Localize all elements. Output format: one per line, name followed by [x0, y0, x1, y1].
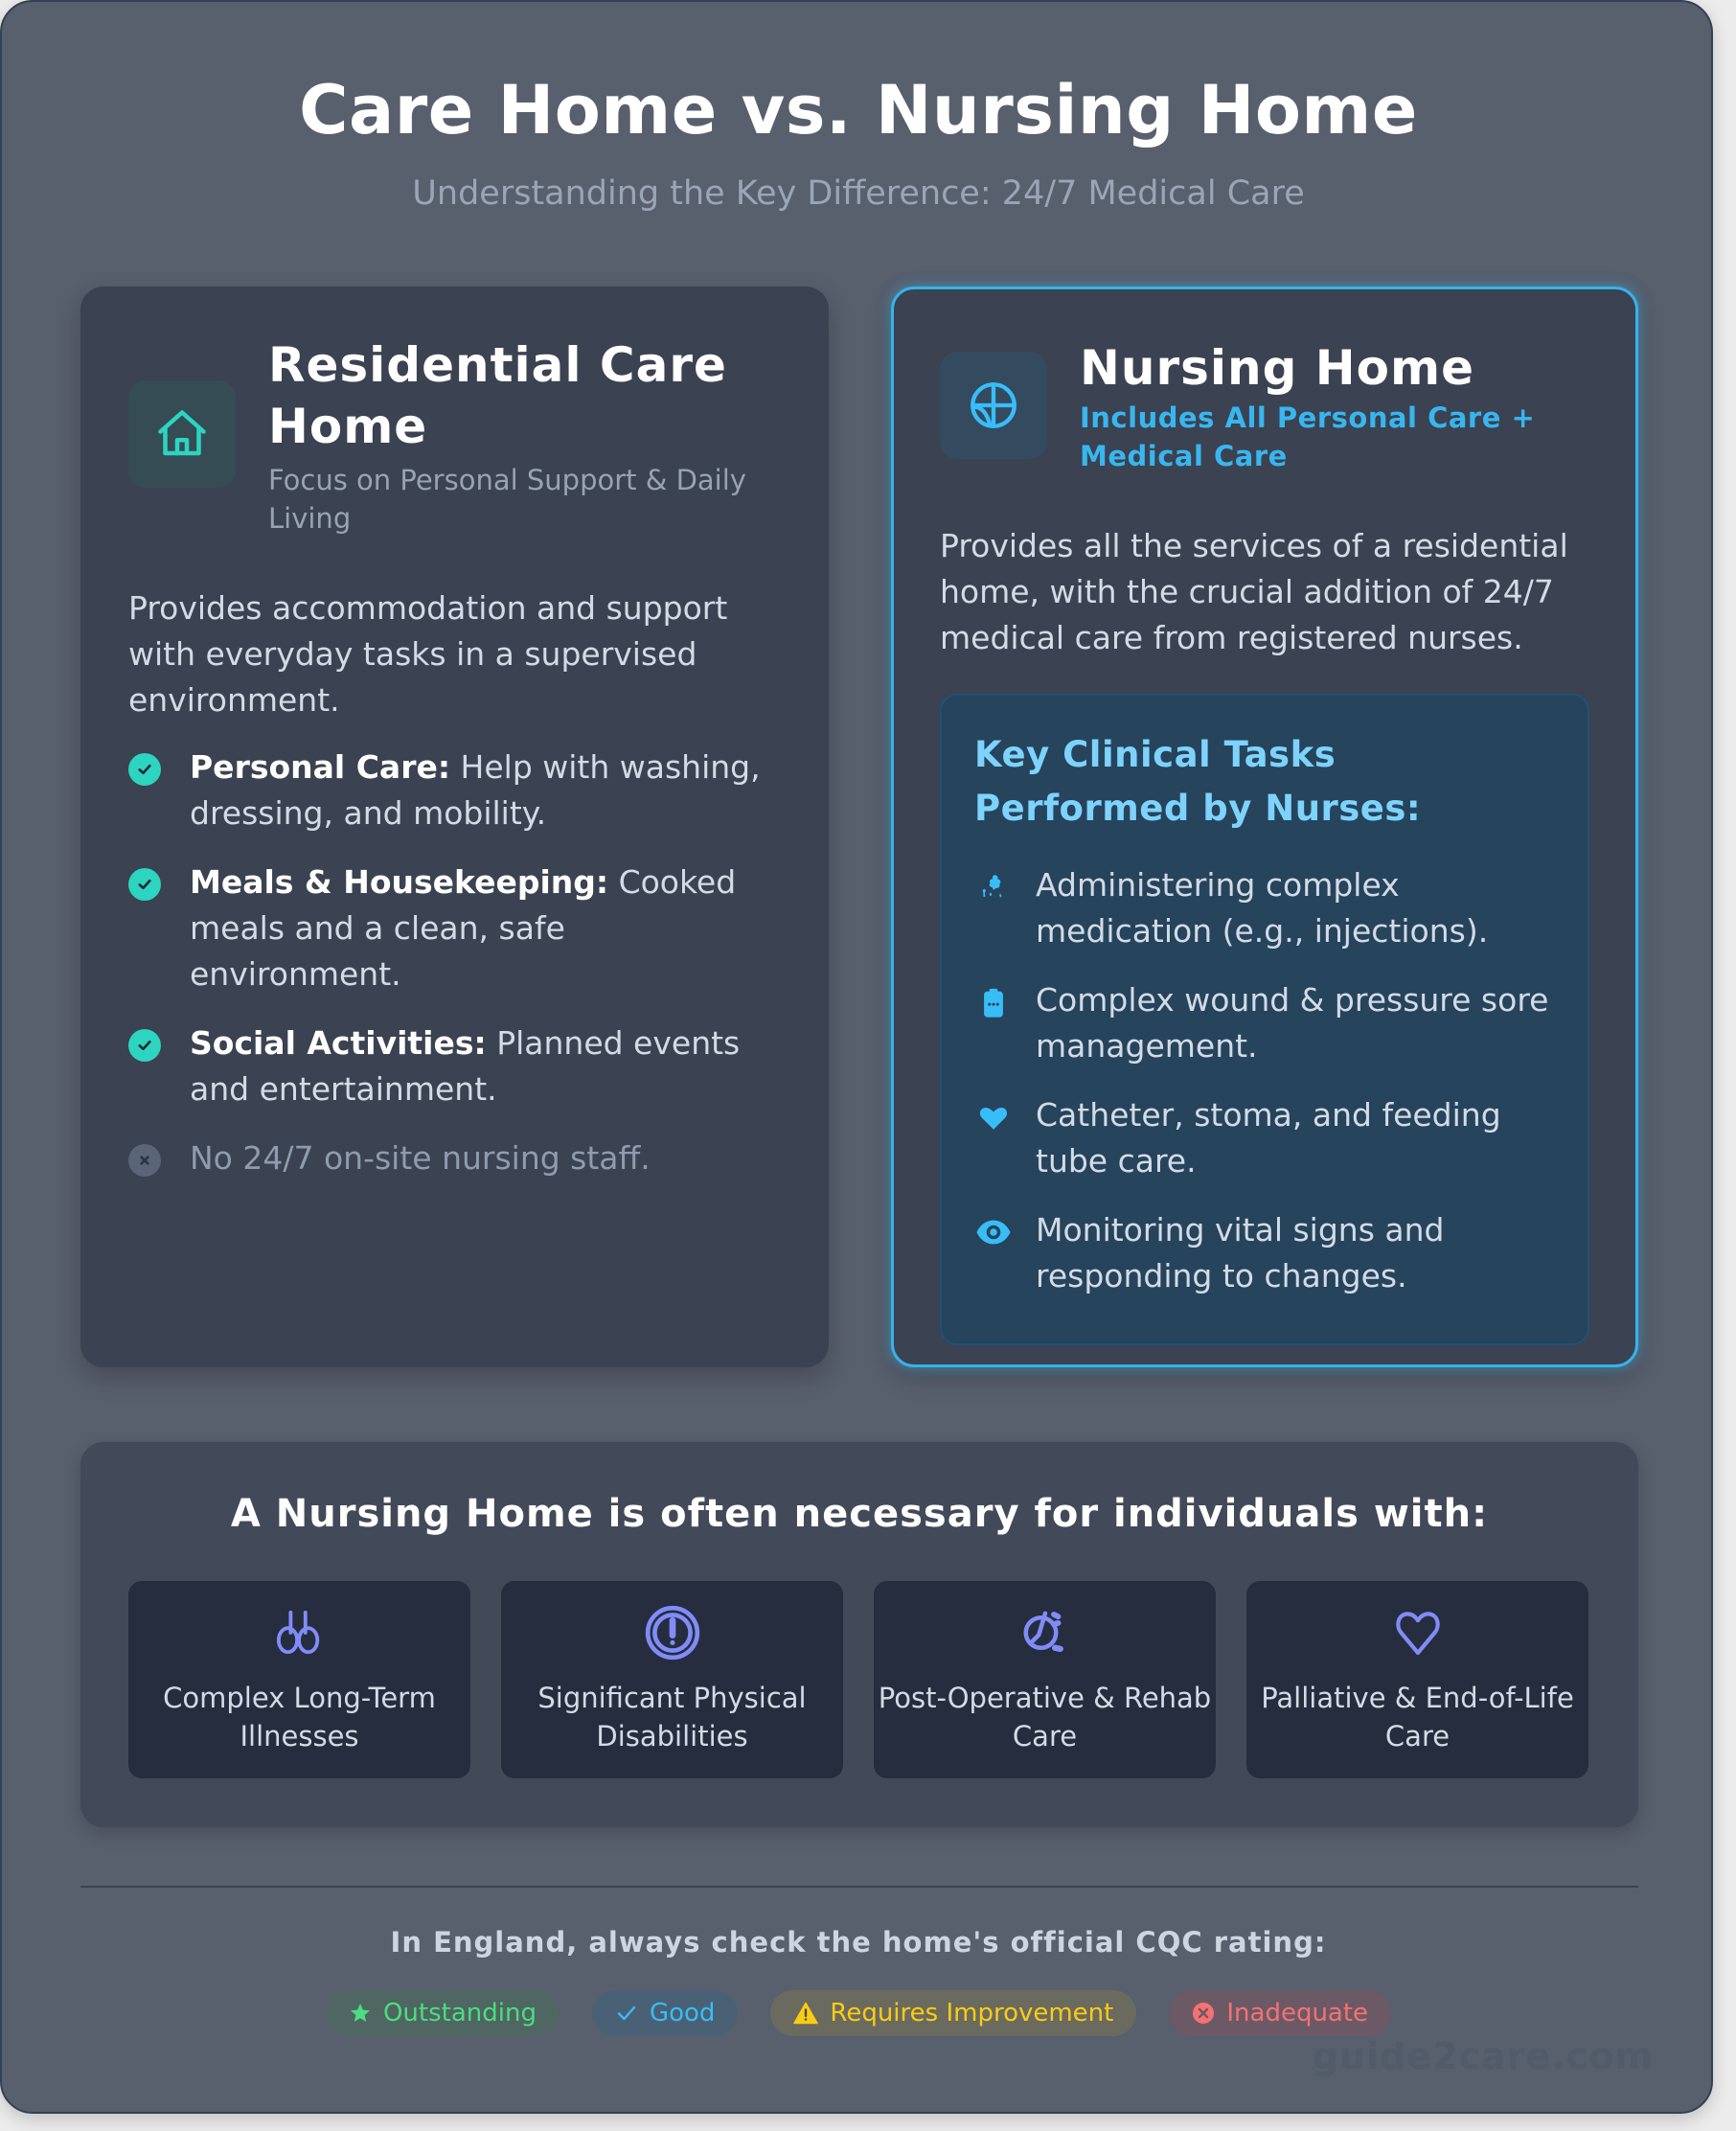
check-icon [615, 2002, 638, 2025]
lungs-icon [269, 1602, 331, 1663]
feature-item [128, 859, 781, 997]
nursing-icon-box [940, 352, 1047, 459]
residential-feature-list [128, 745, 781, 1181]
heart-icon [974, 1098, 1013, 1136]
task-item [974, 1207, 1555, 1299]
residential-care-card [80, 286, 829, 1367]
condition-card [1246, 1581, 1588, 1778]
residential-icon-box [128, 380, 236, 488]
residential-title: Residential Care Home [268, 337, 727, 454]
alert-circle-icon [642, 1602, 703, 1663]
task-item [974, 977, 1555, 1069]
cqc-rating-badges [2, 1990, 1715, 2036]
condition-card [874, 1581, 1216, 1778]
warning-icon [793, 2002, 818, 2025]
rating-badge-requires-improvement: Requires Improvement [770, 1990, 1136, 2036]
task-text: Administering complex medication (e.g., injections). [1036, 866, 1489, 950]
residential-head-text [268, 334, 781, 538]
bandage-icon [974, 983, 1013, 1021]
feature-text: Personal Care: Help with washing, dressing, and mobility. [190, 748, 761, 832]
clinical-tasks-box [940, 694, 1589, 1345]
check-circle-icon [128, 868, 161, 901]
feature-item [128, 1135, 781, 1181]
task-text: Catheter, stoma, and feeding tube care. [1036, 1096, 1501, 1180]
eye-icon [974, 1213, 1013, 1251]
nursing-title: Nursing Home [1080, 340, 1474, 396]
heart-outline-icon [1387, 1602, 1449, 1663]
cqc-note: In England, always check the home's official CQC rating: [390, 1926, 1327, 1959]
clinical-task-list [974, 862, 1555, 1299]
task-item [974, 1092, 1555, 1184]
feature-item [128, 1020, 781, 1112]
watermark: guide2care.com [1312, 2035, 1654, 2077]
nursing-card-header [940, 289, 1589, 475]
recovery-icon [1015, 1602, 1076, 1663]
condition-label: Post-Operative & Rehab Care [878, 1682, 1212, 1753]
page-title: Care Home vs. Nursing Home [299, 71, 1418, 149]
droplets-icon [974, 868, 1013, 906]
condition-label: Significant Physical Disabilities [537, 1682, 807, 1753]
clinical-tasks-title: Key Clinical Tasks Performed by Nurses: [974, 734, 1422, 829]
task-text: Monitoring vital signs and responding to changes. [1036, 1211, 1445, 1295]
necessity-section [80, 1442, 1638, 1827]
nursing-subtitle: Includes All Personal Care + Medical Care [1080, 401, 1536, 472]
star-icon [349, 2002, 372, 2025]
feature-text: No 24/7 on-site nursing staff. [190, 1139, 651, 1177]
rating-badge-outstanding: Outstanding [326, 1990, 560, 2036]
condition-card [501, 1581, 843, 1778]
nursing-head-text [1080, 337, 1589, 475]
feature-text: Meals & Housekeeping: Cooked meals and a clean, safe environment. [190, 863, 737, 993]
feature-item [128, 745, 781, 836]
rating-badge-inadequate: Inadequate [1169, 1990, 1391, 2036]
nursing-description: Provides all the services of a residential home, with the crucial addition of 24/7 medical care from registered nurses. [940, 527, 1568, 656]
condition-label: Palliative & End-of-Life Care [1261, 1682, 1574, 1753]
medical-globe-icon [966, 378, 1021, 433]
x-circle-icon [1192, 2002, 1215, 2025]
feature-text: Social Activities: Planned events and entertainment. [190, 1024, 741, 1108]
conditions-grid [128, 1581, 1588, 1778]
task-text: Complex wound & pressure sore management. [1036, 981, 1549, 1065]
home-icon [153, 405, 211, 463]
footer-divider [80, 1886, 1638, 1888]
condition-card [128, 1581, 470, 1778]
condition-label: Complex Long-Term Illnesses [163, 1682, 436, 1753]
task-item [974, 862, 1555, 954]
nursing-home-card [891, 286, 1638, 1367]
residential-description: Provides accommodation and support with everyday tasks in a supervised environment. [128, 589, 728, 719]
residential-card-header [128, 286, 781, 538]
rating-badge-good: Good [592, 1990, 738, 2036]
residential-subtitle: Focus on Personal Support & Daily Living [268, 464, 746, 535]
necessity-title: A Nursing Home is often necessary for individuals with: [230, 1492, 1489, 1536]
check-circle-icon [128, 753, 161, 786]
page-subtitle: Understanding the Key Difference: 24/7 Medical Care [412, 174, 1305, 213]
x-circle-icon [128, 1144, 161, 1177]
check-circle-icon [128, 1029, 161, 1062]
